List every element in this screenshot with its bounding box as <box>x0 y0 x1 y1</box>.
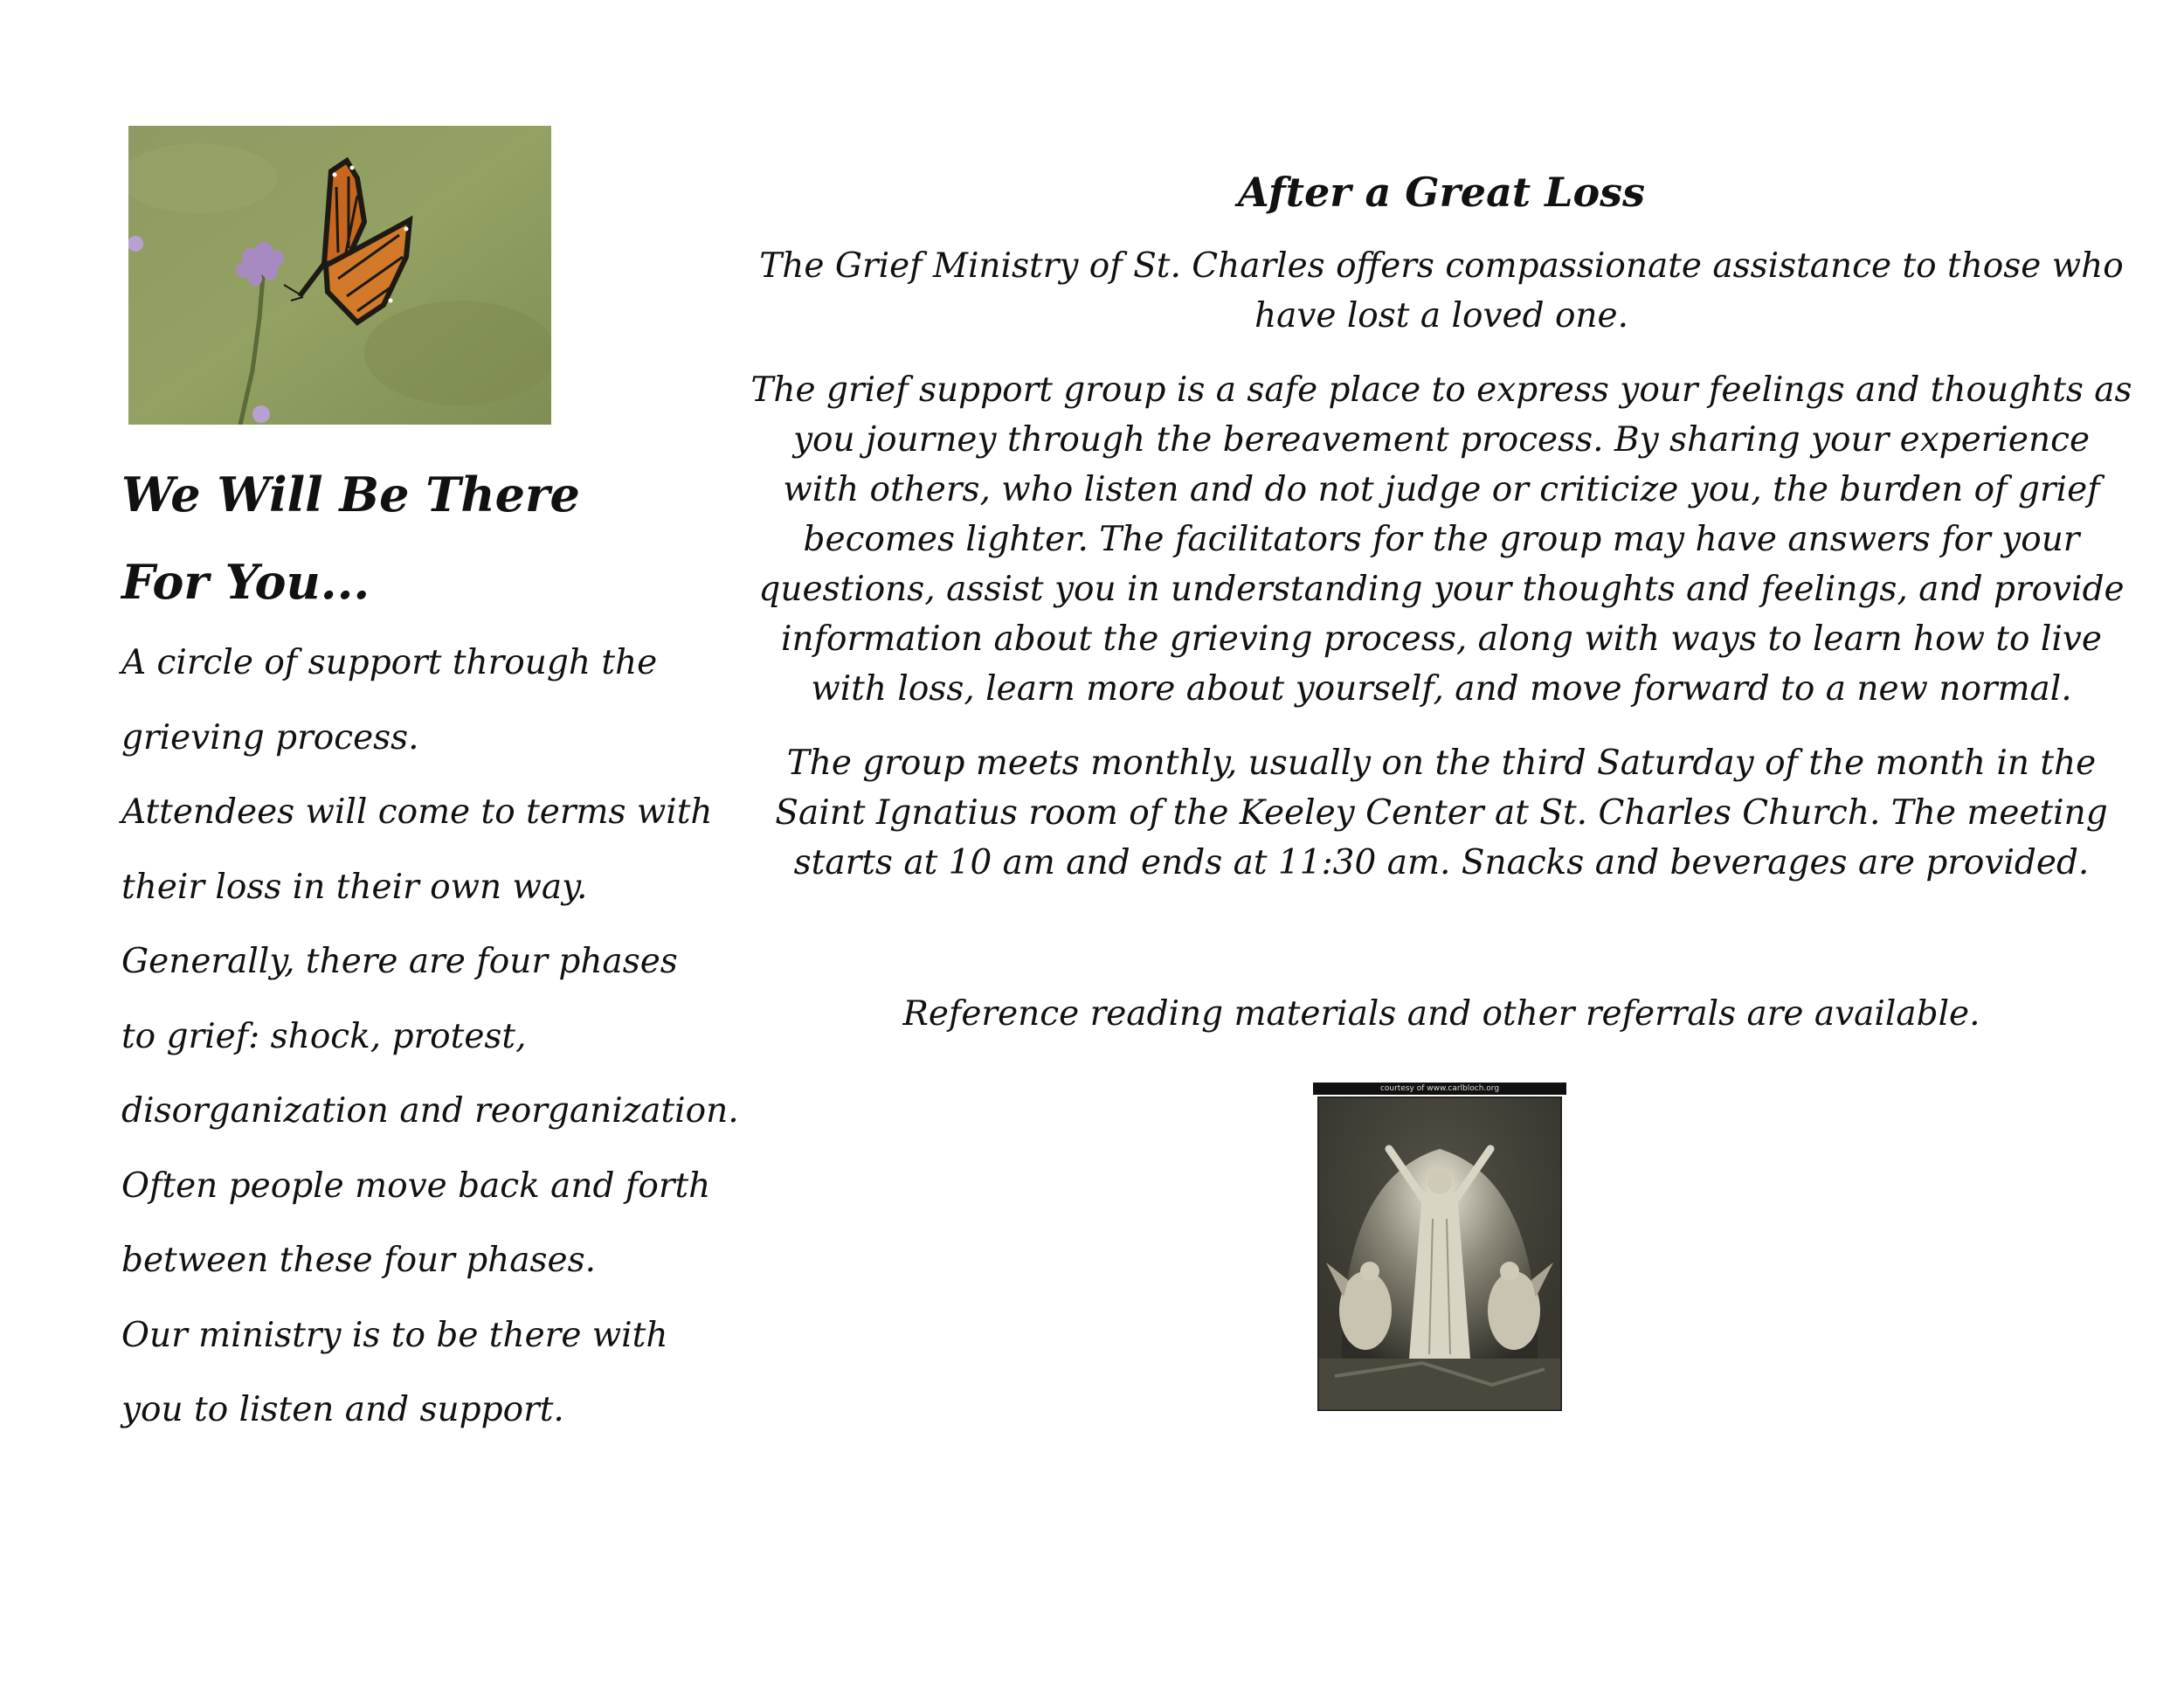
meeting-info-paragraph: The group meets monthly, usually on the third Saturday of the month in the Saint Ignatius room of the Keeley Center at St. Charles Church. The meeting starts at 10 am and ends at 11:30 am. Snacks and beverages are provided. <box>775 744 2108 882</box>
resurrection-icon <box>1317 1097 1562 1411</box>
left-column <box>121 451 785 1448</box>
left-text-line: grieving process. <box>121 717 419 758</box>
intro-paragraph: The Grief Ministry of St. Charles offers compassionate assistance to those who have lost a loved one. <box>759 246 2124 336</box>
butterfly-icon <box>128 126 551 425</box>
left-text-line: A circle of support through the <box>121 643 658 682</box>
reference-materials-paragraph: Reference reading materials and other referrals are available. <box>902 994 1980 1034</box>
right-title: After a Great Loss <box>1238 169 1645 216</box>
support-group-paragraph: The grief support group is a safe place to express your feelings and thoughts as you journey through the bereavement process. By sharing your experience with others, who listen and do not judge or criticize you, the burden of grief becomes lighter. The facilitators for the group may have answers for your questions, assist you in understanding your thoughts and feelings, and provide information about the grieving process, along with ways to learn how to live with loss, learn more about yourself, and move forward to a new normal. <box>750 370 2132 709</box>
left-text-line: you to listen and support. <box>121 1390 564 1429</box>
left-text-line: Our ministry is to be there with <box>121 1315 668 1355</box>
left-text-line: Attendees will come to terms with <box>121 792 713 832</box>
left-heading-line1: We Will Be There <box>121 467 580 522</box>
butterfly-photo <box>128 126 551 425</box>
left-text-line: Generally, there are four phases <box>121 942 678 981</box>
left-text-line: between these four phases. <box>121 1241 597 1280</box>
left-text-line: their loss in their own way. <box>121 867 588 907</box>
image-credit: courtesy of www.carlbloch.org <box>1313 1083 1566 1095</box>
left-text-line: disorganization and reorganization. <box>121 1091 739 1131</box>
engraving-picture <box>1317 1097 1562 1411</box>
left-text-line: Often people move back and forth <box>121 1166 711 1206</box>
left-heading-line2: For You... <box>121 554 370 610</box>
left-text-line: to grief: shock, protest, <box>121 1016 527 1056</box>
resurrection-image <box>1313 1083 1566 1415</box>
right-column <box>739 166 2144 1063</box>
